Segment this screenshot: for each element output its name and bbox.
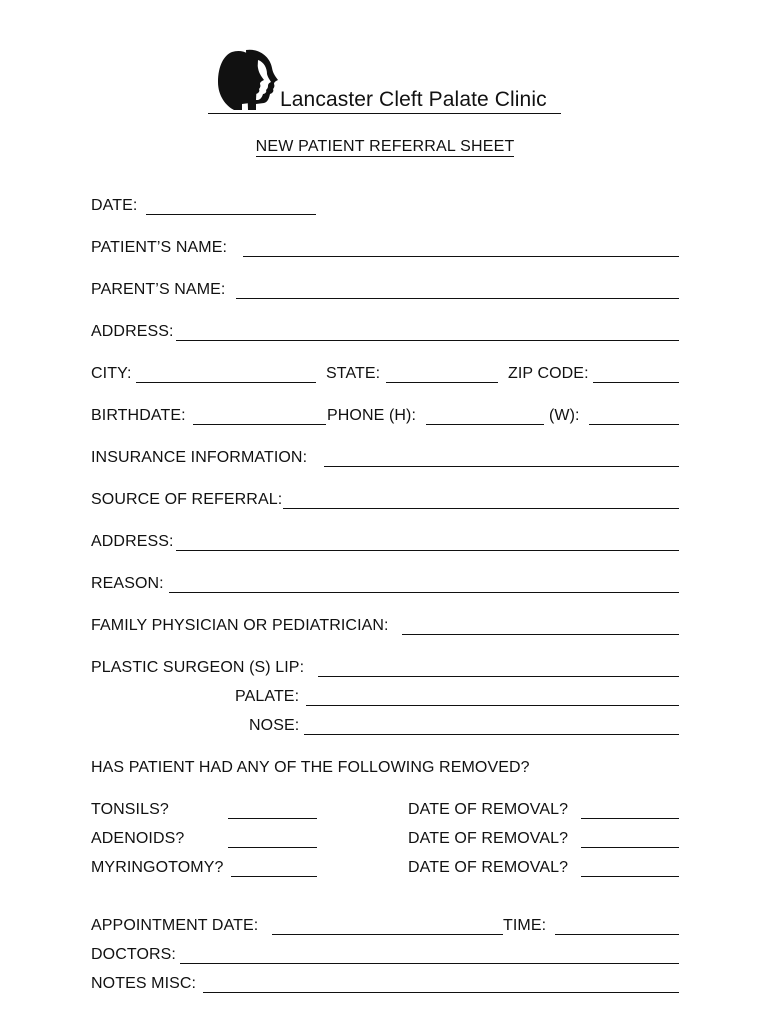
- doctors-label: DOCTORS:: [91, 946, 176, 963]
- palate-field[interactable]: [306, 705, 679, 706]
- parent-name-label: PARENT’S NAME:: [91, 281, 226, 298]
- tonsils-removal-date-label: DATE OF REMOVAL?: [408, 801, 569, 818]
- myringotomy-removal-date-label: DATE OF REMOVAL?: [408, 859, 569, 876]
- profile-silhouettes-icon: [212, 46, 284, 110]
- myringotomy-removal-date-field[interactable]: [581, 876, 679, 877]
- plastic-surgeon-lip-label: PLASTIC SURGEON (S) LIP:: [91, 659, 305, 676]
- clinic-name: Lancaster Cleft Palate Clinic: [280, 88, 547, 111]
- nose-label: NOSE:: [249, 717, 300, 734]
- tonsils-removal-date-field[interactable]: [581, 818, 679, 819]
- clinic-header: [208, 46, 568, 118]
- address-label: ADDRESS:: [91, 323, 174, 340]
- reason-label: REASON:: [91, 575, 164, 592]
- appointment-date-label: APPOINTMENT DATE:: [91, 917, 259, 934]
- page-title: [0, 138, 770, 156]
- zip-field[interactable]: [593, 382, 679, 383]
- insurance-label: INSURANCE INFORMATION:: [91, 449, 308, 466]
- source-label: SOURCE OF REFERRAL:: [91, 491, 283, 508]
- source-field[interactable]: [283, 508, 679, 509]
- patient-name-label: PATIENT’S NAME:: [91, 239, 228, 256]
- source-address-field[interactable]: [176, 550, 679, 551]
- birthdate-field[interactable]: [193, 424, 326, 425]
- myringotomy-field[interactable]: [231, 876, 317, 877]
- nose-field[interactable]: [304, 734, 679, 735]
- state-label: STATE:: [326, 365, 381, 382]
- adenoids-removal-date-field[interactable]: [581, 847, 679, 848]
- tonsils-field[interactable]: [228, 818, 317, 819]
- adenoids-removal-date-label: DATE OF REMOVAL?: [408, 830, 569, 847]
- time-label: TIME:: [503, 917, 547, 934]
- adenoids-field[interactable]: [228, 847, 317, 848]
- notes-field[interactable]: [203, 992, 679, 993]
- time-field[interactable]: [555, 934, 679, 935]
- birthdate-label: BIRTHDATE:: [91, 407, 186, 424]
- family-physician-field[interactable]: [402, 634, 679, 635]
- source-address-label: ADDRESS:: [91, 533, 174, 550]
- myringotomy-label: MYRINGOTOMY?: [91, 859, 224, 876]
- phone-home-label: PHONE (H):: [327, 407, 416, 424]
- city-label: CITY:: [91, 365, 132, 382]
- tonsils-label: TONSILS?: [91, 801, 169, 818]
- adenoids-label: ADENOIDS?: [91, 830, 185, 847]
- state-field[interactable]: [386, 382, 498, 383]
- family-physician-label: FAMILY PHYSICIAN OR PEDIATRICIAN:: [91, 617, 389, 634]
- phone-home-field[interactable]: [426, 424, 544, 425]
- removed-question: HAS PATIENT HAD ANY OF THE FOLLOWING REMOVED?: [91, 759, 530, 776]
- header-divider: [208, 113, 561, 114]
- date-field[interactable]: [146, 214, 316, 215]
- phone-work-field[interactable]: [589, 424, 679, 425]
- zip-label: ZIP CODE:: [508, 365, 589, 382]
- address-field[interactable]: [176, 340, 679, 341]
- date-label: DATE:: [91, 197, 138, 214]
- doctors-field[interactable]: [180, 963, 679, 964]
- plastic-surgeon-lip-field[interactable]: [318, 676, 679, 677]
- insurance-field[interactable]: [324, 466, 679, 467]
- palate-label: PALATE:: [235, 688, 300, 705]
- appointment-date-field[interactable]: [272, 934, 503, 935]
- reason-field[interactable]: [169, 592, 679, 593]
- parent-name-field[interactable]: [236, 298, 679, 299]
- notes-label: NOTES MISC:: [91, 975, 197, 992]
- phone-work-label: (W):: [549, 407, 580, 424]
- patient-name-field[interactable]: [243, 256, 679, 257]
- city-field[interactable]: [136, 382, 316, 383]
- page-title-text: NEW PATIENT REFERRAL SHEET: [255, 138, 515, 155]
